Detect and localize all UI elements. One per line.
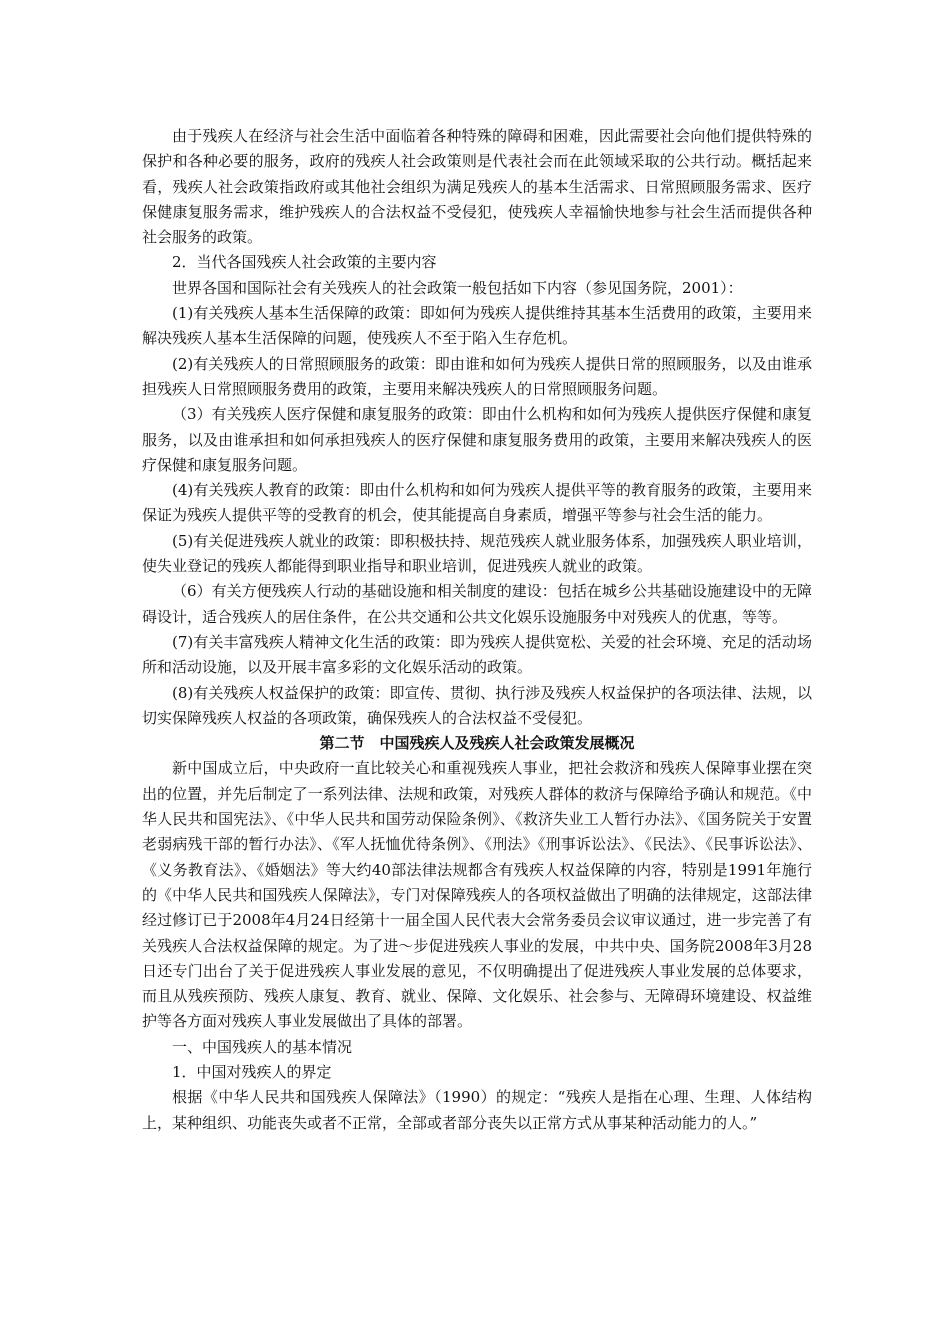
document-page bbox=[142, 124, 812, 1136]
policy-item-8: (8)有关残疾人权益保护的政策：即宣传、贯彻、执行涉及残疾人权益保护的各项法律、法规，以切实保障残疾人权益的各项政策，确保残疾人的合法权益不受侵犯。 bbox=[142, 683, 812, 727]
section-title: 第二节 中国残疾人及残疾人社会政策发展概况 bbox=[319, 734, 635, 753]
world-policy-paragraph: 世界各国和国际社会有关残疾人的社会政策一般包括如下内容（参见国务院，2001）： bbox=[172, 278, 743, 297]
policy-item-7: (7)有关丰富残疾人精神文化生活的政策：即为残疾人提供宽松、关爱的社会环境、充足的活动场所和活动设施，以及开展丰富多彩的文化娱乐活动的政策。 bbox=[142, 632, 812, 677]
policy-item-5: (5)有关促进残疾人就业的政策：即积极扶持、规范残疾人就业服务体系，加强残疾人职业培训，使失业登记的残疾人都能得到职业指导和职业培训，促进残疾人就业的政策。 bbox=[142, 531, 812, 576]
policy-item-4: (4)有关残疾人教育的政策：即由什么机构和如何为残疾人提供平等的教育服务的政策，主要用来保证为残疾人提供平等的受教育的机会，使其能提高自身素质，增强平等参与社会生活的能力。 bbox=[142, 481, 812, 525]
heading-main-content: 2．当代各国残疾人社会政策的主要内容 bbox=[172, 253, 437, 272]
subheading-basic-situation: 一、中国残疾人的基本情况 bbox=[172, 1037, 353, 1056]
policy-item-2: (2)有关残疾人的日常照顾服务的政策：即由谁和如何为残疾人提供日常的照顾服务，以及由谁承担残疾人日常照顾服务费用的政策，主要用来解决残疾人的日常照顾服务问题。 bbox=[142, 354, 812, 398]
policy-item-6: （6）有关方便残疾人行动的基础设施和相关制度的建设：包括在城乡公共基础设施建设中的无障碍设计，适合残疾人的居住条件，在公共交通和公共文化娱乐设施服务中对残疾人的优惠，等等。 bbox=[142, 582, 812, 626]
definition-paragraph: 根据《中华人民共和国残疾人保障法》（1990）的规定：“残疾人是指在心理、生理、人体结构上，某种组织、功能丧失或者不正常，全部或者部分丧失以正常方式从事某种活动能力的人。” bbox=[142, 1088, 812, 1132]
policy-item-3: （3）有关残疾人医疗保健和康复服务的政策：即由什么机构和如何为残疾人提供医疗保健和康复服务，以及由谁承担和如何承担残疾人的医疗保健和康复服务费用的政策，主要用来解决残疾人的医疗保健和康复服务问题。 bbox=[142, 405, 812, 474]
history-paragraph: 新中国成立后，中央政府一直比较关心和重视残疾人事业，把社会救济和残疾人保障事业摆在突出的位置，并先后制定了一系列法律、法规和政策，对残疾人群体的救济与保障给予确认和规范。《中华人民共和国宪法》、《中华人民共和国劳动保险条例》、《救济失业工人暂行办法》、《国务院关于安置老弱病残干部的暂行办法》、《军人抚恤优待条例》、《刑法》《刑事诉讼法》、《民法》、《民事诉讼法》、《义务教育法》、《婚姻法》等大约40部法律法规都含有残疾人权益保障的内容，特别是1991年施行的《中华人民共和国残疾人保障法》，专门对保障残疾人的各项权益做出了明确的法律规定，这部法律经过修订已于2008年4月24日经第十一届全国人民代表大会常务委员会议审议通过，进一步完善了有关残疾人合法权益保障的规定。为了进～步促进残疾人事业的发展，中共中央、国务院2008年3月28日还专门出台了关于促进残疾人事业发展的意见，不仅明确提出了促进残疾人事业发展的总体要求，而且从残疾预防、残疾人康复、教育、就业、保障、文化娱乐、社会参与、无障碍环境建设、权益维护等各方面对残疾人事业发展做出了具体的部署。 bbox=[142, 759, 812, 1031]
intro-paragraph: 由于残疾人在经济与社会生活中面临着各种特殊的障碍和困难，因此需要社会向他们提供特殊的保护和各种必要的服务，政府的残疾人社会政策则是代表社会而在此领域采取的公共行动。概括起来看，残疾人社会政策指政府或其他社会组织为满足残疾人的基本生活需求、日常照顾服务需求、医疗保健康复服务需求，维护残疾人的合法权益不受侵犯，使残疾人幸福愉快地参与社会生活而提供各种社会服务的政策。 bbox=[142, 127, 812, 247]
policy-item-1: (1)有关残疾人基本生活保障的政策：即如何为残疾人提供维持其基本生活费用的政策，主要用来解决残疾人基本生活保障的问题，使残疾人不至于陷入生存危机。 bbox=[142, 304, 812, 348]
subheading-definition: 1．中国对残疾人的界定 bbox=[172, 1062, 332, 1081]
